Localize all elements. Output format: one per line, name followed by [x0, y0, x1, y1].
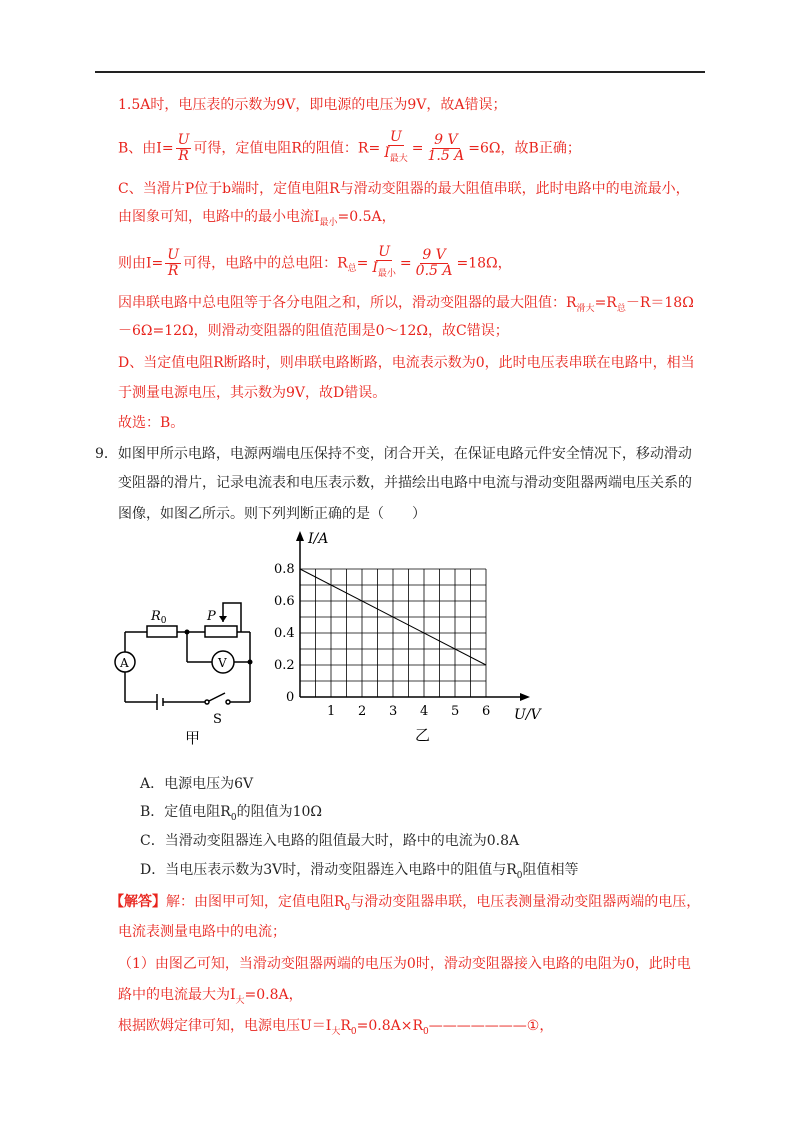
graph-caption: 乙 — [415, 726, 431, 744]
solution-line-c1: C、当滑片P位于b端时，定值电阻R与滑动变阻器的最大阻值串联，此时电路中的电流最小， — [118, 181, 690, 197]
solution-line-d2: 于测量电源电压，其示数为9V，故D错误。 — [118, 385, 387, 401]
fraction-9v-over-0p5a: $\frac{9 V}{0.5 A}$ — [415, 246, 453, 279]
solution-line-c4: 因串联电路中总电阻等于各分电阻之和，所以，滑动变阻器的最大阻值：$R_{滑大}=R_总-R=18\Omega$ — [118, 295, 694, 314]
resistor-r0 — [147, 626, 177, 637]
solution-line-1: 1.5A时，电压表的示数为9V，即电源的电压为9V，故A错误； — [118, 97, 507, 113]
circuit-diagram — [105, 590, 275, 750]
origin-label: 0 — [286, 690, 295, 705]
x-tick-label: 4 — [420, 704, 429, 719]
y-axis-label: I/A — [308, 531, 329, 547]
rheostat — [205, 626, 237, 637]
circuit-caption: 甲 — [185, 729, 201, 747]
answer-line-2: 电流表测量电路中的电流； — [118, 924, 286, 940]
r0-label: $R_0$ — [151, 609, 167, 626]
solution-line-c5: －6Ω=12Ω，则滑动变阻器的阻值范围是0～12Ω，故C错误； — [118, 323, 509, 339]
graph-grid — [300, 569, 486, 697]
fraction-9v-over-1p5a: $\frac{9 V}{1.5 A}$ — [427, 131, 465, 164]
question-9-line-3: 图像，如图乙所示。则下列判断正确的是（ ） — [118, 506, 426, 522]
question-9-line-1: 9．如图甲所示电路，电源两端电压保持不变，闭合开关，在保证电路元件安全情况下，移动滑动 — [95, 446, 692, 462]
answer-line-1: 【解答】解：由图甲可知，定值电阻$R_0$与滑动变阻器串联，电压表测量滑动变阻器两端的电压， — [110, 894, 701, 913]
solution-line-d1: D、当定值电阻R断路时，则串联电路断路，电流表示数为0，此时电压表串联在电路中，相当 — [118, 355, 695, 371]
x-tick-label: 3 — [389, 704, 398, 719]
option-d: D．当电压表示数为3V时，滑动变阻器连入电路中的阻值与$R_0$阻值相等 — [140, 862, 579, 881]
y-tick-label: 0.4 — [274, 626, 295, 641]
x-axis-label: U/V — [514, 707, 541, 723]
answer-line-3: （1）由图乙可知，当滑动变阻器两端的电压为0时，滑动变阻器接入电路的电阻为0，此时电 — [118, 956, 691, 972]
x-tick-label: 1 — [327, 704, 336, 719]
fraction-u-over-imax: $\frac{U}{I_{最大}}$ — [384, 129, 408, 164]
solution-line-c2: 由图象可知，电路中的最小电流$I_{最小}=0.5A$， — [118, 209, 396, 228]
question-9-line-2: 变阻器的滑片，记录电流表和电压表示数，并描绘出电路中电流与滑动变阻器两端电压关系的 — [118, 475, 692, 491]
y-tick-label: 0.6 — [274, 594, 295, 609]
switch-label: S — [213, 712, 222, 727]
y-tick-label: 0.8 — [274, 562, 295, 577]
x-axis-arrow — [520, 693, 530, 701]
solution-final: 故选：B。 — [118, 415, 185, 431]
option-a: A．电源电压为6V — [140, 776, 254, 792]
fraction-u-over-imin: $\frac{U}{I_{最小}}$ — [372, 244, 396, 279]
answer-line-4: 路中的电流最大为$I_大=0.8A$， — [118, 987, 303, 1006]
solution-line-b: B、由I= $\frac{U}{R}$ 可得，定值电阻R的阻值：R= $\frac{U}{I_{最大}}$ = $\frac{9 V}{1.5 A}$ =6Ω，故B正确； — [118, 130, 581, 167]
header-rule — [95, 71, 705, 73]
y-tick-label: 0.2 — [274, 658, 295, 673]
solution-line-c3: 则由I= $\frac{U}{R}$ 可得，电路中的总电阻：$R_总=$ $\frac{U}{I_{最小}}$ = $\frac{9 V}{0.5 A}$ =18Ω， — [118, 245, 512, 282]
x-tick-label: 6 — [482, 704, 491, 719]
answer-line-5: 根据欧姆定律可知，电源电压$U=I_大R_0=0.8A\times R_0———————①$， — [118, 1018, 554, 1037]
ammeter-label: A — [120, 656, 129, 670]
option-c: C．当滑动变阻器连入电路的阻值最大时，路中的电流为0.8A — [140, 833, 520, 849]
y-axis-arrow — [296, 531, 304, 541]
fraction-u-over-r-2: $\frac{U}{R}$ — [167, 246, 180, 279]
p-label: P — [207, 609, 216, 624]
option-b: B．定值电阻$R_0$的阻值为10Ω — [140, 804, 322, 823]
x-tick-label: 2 — [358, 704, 367, 719]
voltmeter-label: V — [218, 656, 227, 670]
x-tick-label: 5 — [451, 704, 460, 719]
answer-tag: 【解答】 — [110, 894, 166, 910]
current-voltage-graph — [270, 525, 560, 745]
fraction-u-over-r: $\frac{U}{R}$ — [177, 131, 190, 164]
